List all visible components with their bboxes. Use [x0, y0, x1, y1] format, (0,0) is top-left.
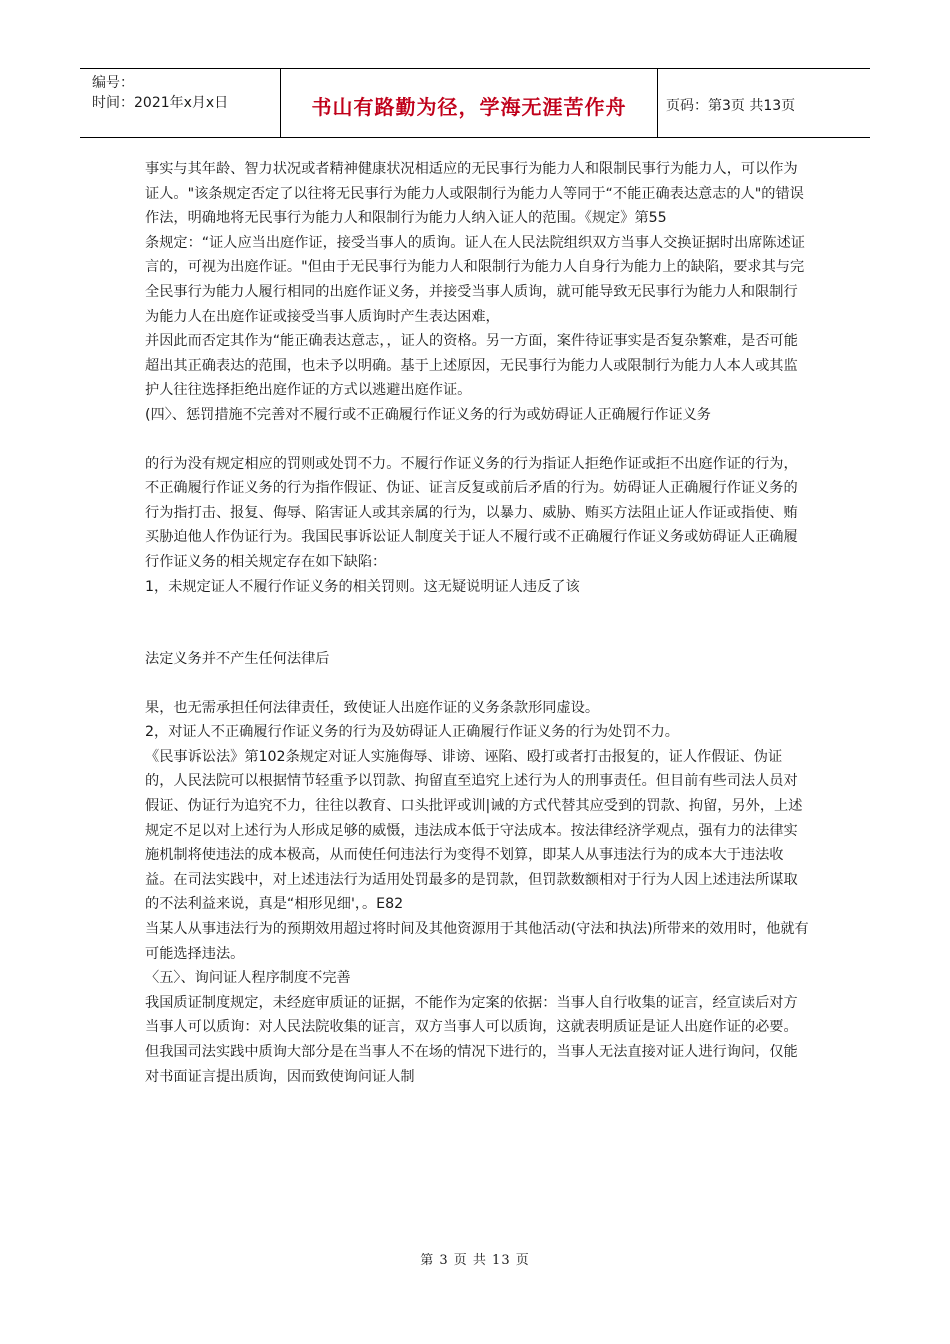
paragraph: 2，对证人不正确履行作证义务的行为及妨碍证人正确履行作证义务的行为处罚不力。 — [145, 724, 679, 741]
paragraph-gap — [145, 672, 810, 696]
header-motto: 书山有路勤为径，学海无涯苦作舟 — [311, 94, 627, 119]
paragraph: 的行为没有规定相应的罚则或处罚不力。不履行作证义务的行为指证人拒绝作证或拒不出庭作证的行为，不正确履行作证义务的行为指作假证、伪证、证言反复或前后矛盾的行为。妨碍证人正确履行作证义务的行为指打击、报复、侮辱、陷害证人或其亲属的行为，以暴力、威胁、贿买方法阻止证人作证或指使、贿买胁迫他人作伪证行为。我国民事诉讼证人制度关于证人不履行或不正确履行作证义务或妨碍证人正确履行作证义务的相关规定存在如下缺陷： — [145, 455, 798, 570]
page-footer: 第 3 页 共 13 页 — [420, 1253, 530, 1268]
document-time-label: 时间：2021年x月x日 — [92, 95, 229, 111]
header-page-number: 页码：第3页 共13页 — [666, 98, 796, 114]
paragraph-gap — [145, 428, 810, 452]
paragraph: 我国质证制度规定，未经庭审质证的证据，不能作为定案的依据：当事人自行收集的证言，经宣读后对方当事人可以质询：对人民法院收集的证言，双方当事人可以质询，这就表明质证是证人出庭作证的必要。但我国司法实践中质询大部分是在当事人不在场的情况下进行的，当事人无法直接对证人进行询问，仅能对书面证言提出质询，因而致使询问证人制 — [145, 994, 798, 1085]
paragraph-gap — [145, 599, 810, 647]
page-header — [80, 68, 870, 138]
paragraph: 事实与其年龄、智力状况或者精神健康状况相适应的无民事行为能力人和限制民事行为能力人，可以作为证人。"该条规定否定了以往将无民事行为能力人或限制行为能力人等同于“不能正确表达意志的人"的错误作法，明确地将无民事行为能力人和限制行为能力人纳入证人的范围。《规定》第55 — [145, 161, 804, 227]
paragraph: 果，也无需承担任何法律责任，致使证人出庭作证的义务条款形同虚设。 — [145, 699, 600, 716]
document-body — [145, 157, 810, 1089]
paragraph: 法定义务并不产生任何法律后 — [145, 651, 330, 668]
header-motto-cell — [281, 69, 658, 137]
section-heading: (四〉、惩罚措施不完善对不履行或不正确履行作证义务的行为或妨碍证人正确履行作证义务 — [145, 406, 711, 423]
section-heading: 〈五〉、询问证人程序制度不完善 — [145, 970, 351, 987]
paragraph: 并因此而否定其作为“能正确表达意志，，证人的资格。另一方面，案件待证事实是否复杂繁难，是否可能超出其正确表达的范围，也未予以明确。基于上述原因，无民事行为能力人或限制行为能力人本人或其监护人往往选择拒绝出庭作证的方式以逃避出庭作证。 — [145, 333, 798, 399]
paragraph: 条规定：“证人应当出庭作证，接受当事人的质询。证人在人民法院组织双方当事人交换证据时出席陈述证言的，可视为出庭作证。"但由于无民事行为能力人和限制行为能力人自身行为能力上的缺陷，要求其与完全民事行为能力人履行相同的出庭作证义务，并接受当事人质询，就可能导致无民事行为能力人和限制行为能力人在出庭作证或接受当事人质询时产生表达困难， — [145, 234, 805, 325]
paragraph: 《民事诉讼法》第102条规定对证人实施侮辱、诽谤、诬陷、殴打或者打击报复的，证人作假证、伪证的，人民法院可以根据情节轻重予以罚款、拘留直至追究上述行为人的刑事责任。但目前有些司法人员对假证、伪证行为追究不力，往往以教育、口头批评或训|诫的方式代替其应受到的罚款、拘留，另外，上述规定不足以对上述行为人形成足够的威慑，违法成本低于守法成本。按法律经济学观点，强有力的法律实施机制将使违法的成本极高，从而使任何违法行为变得不划算，即某人从事违法行为的成本大于违法收益。在司法实践中，对上述违法行为适用处罚最多的是罚款，但罚款数额相对于行为人因上述违法所谋取的不法利益来说，真是“相形见细'，。E82 — [145, 748, 803, 913]
document-code-label: 编号： — [92, 75, 134, 91]
paragraph: 当某人从事违法行为的预期效用超过将时间及其他资源用于其他活动(守法和执法)所带来的效用时，他就有可能选择违法。 — [145, 921, 809, 962]
header-meta-cell — [80, 69, 281, 137]
paragraph: 1，未规定证人不履行作证义务的相关罚则。这无疑说明证人违反了该 — [145, 578, 580, 595]
